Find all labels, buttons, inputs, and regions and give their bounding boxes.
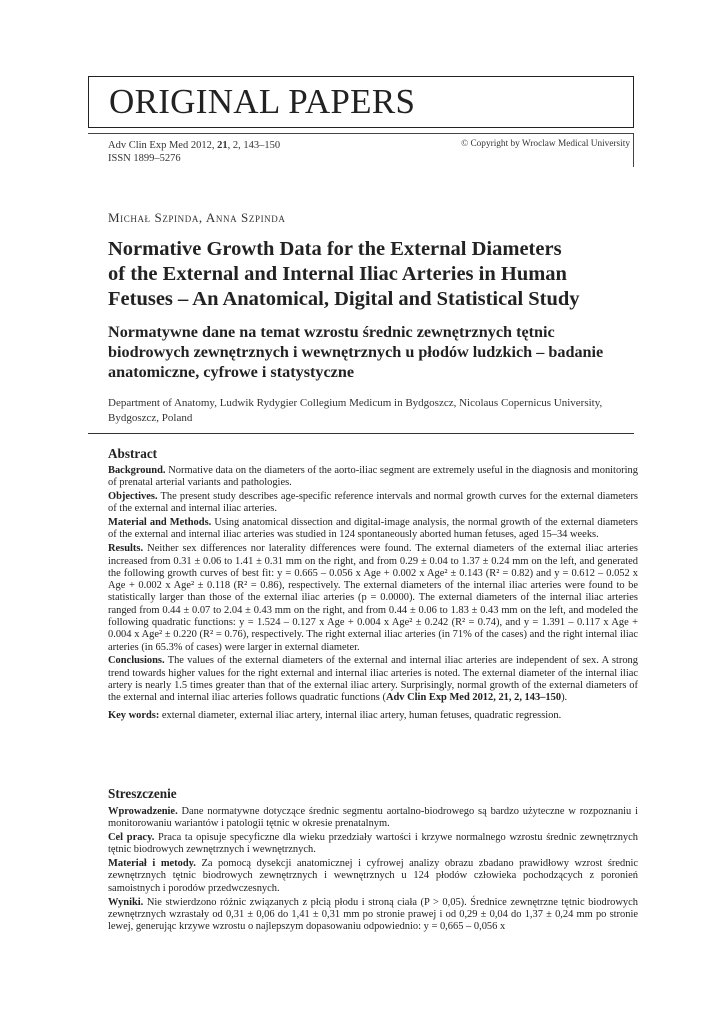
abstract-objectives-text: The present study describes age-specific reference intervals and normal growth curves for the external diameters of the external and internal iliac arteries. (108, 491, 638, 515)
keywords-label: Key words: (108, 709, 160, 721)
title-english-line: Normative Growth Data for the External Diameters (108, 238, 562, 260)
streszczenie-aim-label: Cel pracy. (108, 832, 155, 844)
abstract-heading: Abstract (108, 446, 158, 461)
citation-volume: 21 (217, 140, 228, 151)
streszczenie-intro (108, 806, 638, 831)
streszczenie-methods-label: Materiał i metody. (108, 858, 196, 870)
streszczenie-intro-label: Wprowadzenie. (108, 806, 178, 817)
streszczenie-aim (108, 832, 638, 857)
affiliation (108, 396, 633, 425)
keywords-text: external diameter, external iliac artery, internal iliac artery, human fetuses, quadratic regression. (159, 709, 562, 721)
streszczenie-aim-text: Praca ta opisuje specyficzne dla wieku przedziały wartości i krzywe normalnego wzrostu średnic zewnętrznych tętnic biodrowych zewnętrznych i wewnętrznych. (108, 832, 638, 856)
abstract-conclusions-end: ). (561, 692, 568, 704)
affiliation-line: Bydgoszcz, Poland (108, 411, 193, 424)
abstract-background-text: Normative data on the diameters of the aorto-iliac segment are extremely useful in the diagnosis and monitoring of prenatal arterial variants and pathologies. (108, 465, 638, 489)
title-polish-line: anatomiczne, cyfrowe i statystyczne (108, 363, 355, 381)
abstract-results-text: Neither sex differences nor laterality differences were found. The external diameters of the external iliac arteries increased from 0.31 ± 0.06 to 1.41 ± 0.31 mm on the right, and from 0.29 ± 0.04 to 1.37 ± 0.24 mm on the left, and generated the following growth curves of best fit: y = 0.665 – 0.056 x Age + 0.002 x Age² ± 0.143 (R² = 0.82) and y = 0.612 – 0.052 x Age + 0.002 x Age² ± 0.118 (R² = 0.86), respectively. The external diameters of the internal iliac arteries were found to be statistically larger than those of the external iliac arteries (p = 0.0000). The external diameters of the internal iliac arteries ranged from 0.44 ± 0.07 to 2.04 ± 0.43 mm on the right, and from 0.44 ± 0.06 to 1.83 ± 0.43 mm on the left, and modeled the following quadratic functions: y = 1.524 – 0.127 x Age + 0.004 x Age² ± 0.242 (R² = 0.74), and y = 1.391 – 0.117 x Age + 0.004 x Age² ± 0.220 (R² = 0.76), respectively. The right external iliac arteries (in 71% of the cases) and the right internal iliac arteries (in 65.3% of cases) were larger in external diameter. (108, 543, 638, 653)
abstract-methods-text: Using anatomical dissection and digital-image analysis, the normal growth of the external diameters of the external and internal iliac arteries was studied in 124 spontaneously aborted human fetuses, aged 15–34 weeks. (108, 517, 638, 541)
abstract-results-label: Results. (108, 543, 144, 555)
issn: ISSN 1899–5276 (108, 153, 181, 164)
abstract-background-label: Background. (108, 465, 166, 476)
streszczenie-body (108, 806, 638, 935)
abstract-conclusions-text: The values of the external diameters of the external and internal iliac arteries are independent of sex. A strong trend towards higher values for the right external and internal iliac arteries is noted. The external diameter of the internal iliac artery is nearly 1.5 times greater than that of the external iliac artery. Surprisingly, normal growth of the external diameters of the external and internal iliac arteries follows quadratic functions ( (108, 655, 638, 704)
journal-meta (88, 133, 634, 167)
abstract-body (108, 465, 638, 723)
streszczenie-results (108, 897, 638, 934)
title-english-line: of the External and Internal Iliac Arteries in Human (108, 263, 567, 285)
streszczenie-results-label: Wyniki. (108, 896, 144, 908)
abstract-conclusions (108, 655, 638, 704)
citation-journal: Adv Clin Exp Med 2012, (108, 140, 218, 151)
abstract-methods (108, 517, 638, 542)
title-english (108, 237, 628, 312)
title-polish-line: Normatywne dane na temat wzrostu średnic zewnętrznych tętnic (108, 323, 555, 341)
divider (88, 433, 634, 434)
abstract-results (108, 543, 638, 654)
title-polish (108, 322, 633, 382)
citation (108, 139, 280, 165)
citation-issue-pages: , 2, 143–150 (227, 140, 281, 151)
streszczenie-methods-text: Za pomocą dysekcji anatomicznej i cyfrowej analizy obrazu zbadano prawidłowy wzrost średnic zewnętrznych tętnic biodrowych zewnętrznych i wewnętrznych u 124 płodów człowieka pochodzących z poronień samoistnych i porodów przedwczesnych. (108, 858, 639, 894)
abstract-objectives-label: Objectives. (108, 491, 158, 503)
abstract-citation: Adv Clin Exp Med 2012, 21, 2, 143–150 (385, 692, 562, 704)
streszczenie-heading: Streszczenie (108, 786, 177, 801)
abstract-background (108, 465, 638, 490)
affiliation-line: Department of Anatomy, Ludwik Rydygier Collegium Medicum in Bydgoszcz, Nicolaus Copernicus University, (108, 397, 603, 409)
authors: Michał Szpinda, Anna Szpinda (108, 210, 286, 225)
title-english-line: Fetuses – An Anatomical, Digital and Statistical Study (108, 288, 580, 310)
abstract-conclusions-label: Conclusions. (108, 655, 165, 667)
keywords (108, 710, 638, 722)
title-polish-line: biodrowych zewnętrznych i wewnętrznych u płodów ludzkich – badanie (108, 343, 604, 361)
streszczenie-results-text: Nie stwierdzono różnic związanych z płcią płodu i stroną ciała (P > 0,05). Średnice zewnętrzne tętnic biodrowych zewnętrznych wzrastały od 0,31 ± 0,06 do 1,41 ± 0,31 mm po stronie prawej i od 0,29 ± 0,04 do 1,37 ± 0,24 mm po stronie lewej, generując krzywe wzrostu o najlepszym dopasowaniu odpowiednio: y = 0,665 – 0,056 x (108, 896, 638, 933)
streszczenie-intro-text: Dane normatywne dotyczące średnic segmentu aortalno-biodrowego są bardzo użyteczne w rozpoznaniu i monitorowaniu wariantów i patologii tętnic w okresie prenatalnym. (108, 806, 638, 830)
section-label-box (88, 76, 634, 128)
section-label: ORIGINAL PAPERS (109, 82, 416, 121)
streszczenie-methods (108, 858, 638, 895)
abstract-methods-label: Material and Methods. (108, 517, 212, 529)
copyright: © Copyright by Wroclaw Medical University (461, 139, 630, 149)
abstract-objectives (108, 491, 638, 516)
